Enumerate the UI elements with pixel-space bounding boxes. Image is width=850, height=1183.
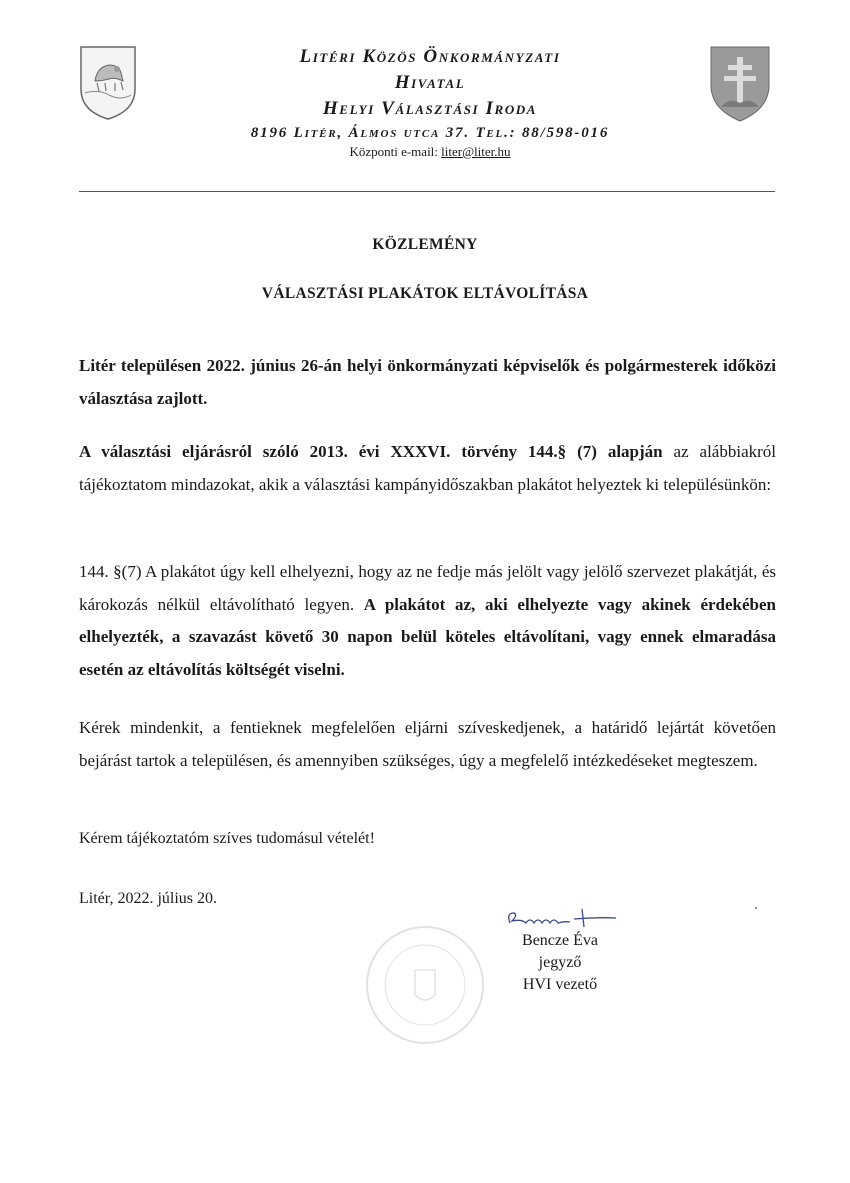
closing-line: Kérem tájékoztatóm szíves tudomásul vételét! (79, 830, 375, 847)
law-quote-plain: 144. §(7) A plakátot úgy kell elhelyezni, hogy az ne fedje más jelölt vagy jelölő szervezet plakátját, és károkozás nélkül eltávolítható legyen. (79, 562, 776, 614)
header-divider (79, 191, 775, 192)
signer-position: HVI vezető (522, 976, 598, 993)
letterhead (150, 44, 710, 160)
law-quote-bold: A plakátot az, aki elhelyezte vagy akinek érdekében elhelyezték, a szavazást követő 30 napon belül köteles eltávolítani, vagy ennek elmaradása esetén az eltávolítás költségét viselni. (79, 594, 777, 679)
legal-basis-bold: A választási eljárásról szóló 2013. évi XXXVI. törvény 144.§ (7) alapján (79, 442, 663, 461)
signer-name: Bencze Éva (522, 932, 598, 949)
signer-role: jegyző (538, 954, 582, 971)
document-title: KÖZLEMÉNY (372, 236, 478, 253)
signature-block (500, 930, 620, 996)
village-coat-of-arms-icon (79, 45, 137, 121)
paragraph-intro: Litér településen 2022. június 26-án helyi önkormányzati képviselők és polgármesterek időközi választása zajlott. (79, 356, 776, 408)
double-cross-shield-icon (709, 45, 771, 123)
org-email-line (150, 143, 710, 160)
speck (755, 907, 757, 909)
document-subtitle: VÁLASZTÁSI PLAKÁTOK ELTÁVOLÍTÁSA (261, 285, 589, 302)
official-stamp-icon (355, 920, 495, 1050)
paragraph-legal-basis (79, 436, 776, 501)
paragraph-request: Kérek mindenkit, a fentieknek megfelelően eljárni szíveskedjenek, a határidő lejártát követően bejárást tartok a településen, és amennyiben szükséges, úgy a megfelelő intézkedéseket megteszem. (79, 718, 776, 770)
org-name-line3: Helyi Választási Iroda (322, 98, 538, 119)
legal-basis-rest: az alábbiakról tájékoztatom mindazokat, akik a választási kampányidőszakban plakátot helyeztek ki településünkön: (79, 442, 777, 494)
email-link[interactable]: liter@liter.hu (441, 144, 511, 159)
org-name-line1: Litéri Közös Önkormányzati (299, 46, 561, 67)
org-name-line2: Hivatal (394, 72, 466, 93)
paragraph-law-quote (79, 556, 776, 686)
place-date: Litér, 2022. július 20. (79, 890, 218, 907)
org-address: 8196 Litér, Álmos utca 37. Tel.: 88/598-016 (250, 125, 610, 141)
email-label: Központi e-mail: (349, 144, 438, 159)
